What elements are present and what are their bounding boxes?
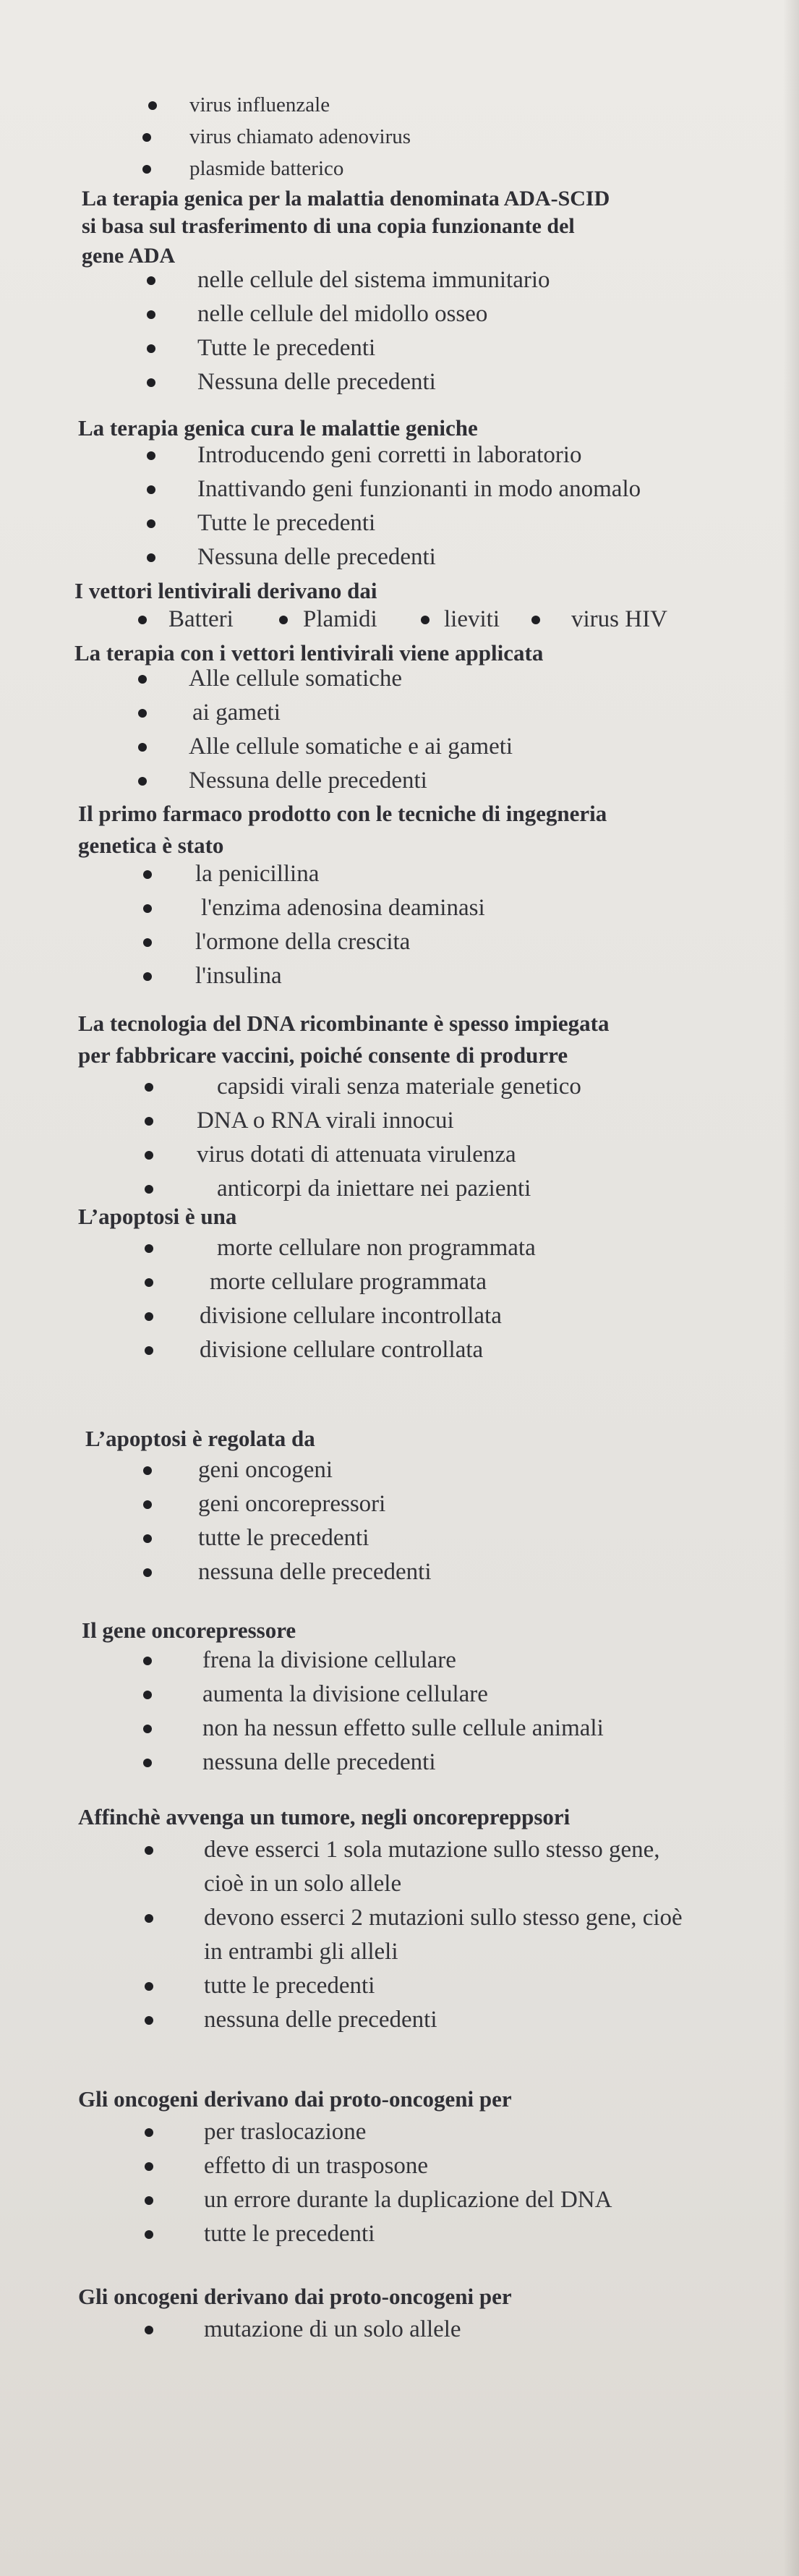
question-text: si basa sul trasferimento di una copia funzionante del (82, 214, 575, 238)
question-text: L’apoptosi è regolata da (85, 1426, 315, 1451)
bullet-icon (143, 904, 152, 913)
question-text: La terapia genica per la malattia denominata ADA-SCID (82, 187, 610, 211)
list-item: Nessuna delle precedenti (147, 365, 761, 399)
options-list (145, 1231, 759, 1367)
list-item: non ha nessun effetto sulle cellule animali (143, 1712, 779, 1746)
question-text: Affinchè avvenga un tumore, negli oncorepreppsori (78, 1804, 571, 1829)
list-item: un errore durante la duplicazione del DNA (145, 2183, 795, 2217)
question-3 (74, 577, 761, 637)
list-item: geni oncogeni (143, 1453, 758, 1487)
bullet-icon (147, 276, 155, 285)
bullet-icon (143, 1500, 152, 1509)
list-item: plasmide batterico (148, 152, 727, 186)
bullet-icon (143, 1759, 152, 1767)
bullet-icon (147, 553, 155, 562)
bullet-icon (148, 101, 157, 110)
question-6 (78, 1008, 787, 1206)
option-label: lieviti (444, 606, 500, 632)
bullet-icon (145, 2016, 153, 2025)
list-item: morte cellulare non programmata (145, 1231, 759, 1265)
question-text: La terapia genica cura le malattie geniche (78, 415, 478, 441)
bullet-icon (145, 1312, 153, 1321)
options-list (145, 2115, 795, 2251)
bullet-icon (143, 1725, 152, 1733)
question-5 (78, 798, 779, 993)
bullet-icon (147, 378, 155, 387)
options-list (145, 2313, 795, 2347)
bullet-icon (145, 2326, 153, 2334)
list-item: geni oncorepressori (143, 1487, 758, 1521)
question-1 (82, 185, 769, 399)
question-11 (78, 2083, 765, 2251)
question-text: La terapia con i vettori lentivirali viene applicata (74, 640, 544, 666)
bullet-icon (138, 709, 147, 718)
bullet-icon (145, 1244, 153, 1253)
question-text: L’apoptosi è una (78, 1204, 237, 1229)
bullet-icon (143, 1568, 152, 1577)
question-text: Il primo farmaco prodotto con le tecniche di ingegneria (78, 801, 607, 826)
options-list (145, 1070, 759, 1206)
bullet-icon (143, 1466, 152, 1475)
list-item: morte cellulare programmata (145, 1265, 759, 1299)
list-item: Tutte le precedenti (147, 506, 761, 540)
question-text: Il gene oncorepressore (82, 1618, 296, 1643)
list-item: tutte le precedenti (145, 2217, 795, 2251)
bullet-icon (138, 616, 147, 624)
list-item: ai gameti (138, 696, 753, 730)
question-8 (85, 1423, 772, 1589)
list-item: DNA o RNA virali innocui (145, 1104, 759, 1138)
list-item: tutte le precedenti (145, 1969, 799, 2003)
list-item: Introducendo geni corretti in laboratorio (147, 438, 761, 472)
options-list (143, 1453, 758, 1589)
bullet-icon (145, 1982, 153, 1991)
list-item: nessuna delle precedenti (143, 1746, 779, 1780)
question-9 (82, 1615, 769, 1780)
bullet-icon (145, 2128, 153, 2137)
list-item: nessuna delle precedenti (145, 2003, 799, 2037)
list-item: Nessuna delle precedenti (147, 540, 761, 574)
bullet-icon (143, 1534, 152, 1543)
list-item: mutazione di un solo allele (145, 2313, 795, 2347)
list-item: l'insulina (143, 959, 758, 993)
list-item: Alle cellule somatiche e ai gameti (138, 730, 753, 764)
bullet-icon (142, 165, 151, 174)
list-item: devono esserci 2 mutazioni sullo stesso gene, cioè in entrambi gli alleli (145, 1901, 799, 1969)
option-label: Plamidi (303, 606, 377, 632)
top-options (148, 88, 727, 186)
bullet-icon (147, 310, 155, 319)
bullet-icon (138, 743, 147, 752)
options-list (147, 263, 761, 399)
list-item: virus chiamato adenovirus (148, 120, 727, 154)
option-label: Batteri (168, 606, 234, 632)
question-7 (78, 1201, 765, 1367)
bullet-icon (145, 1151, 153, 1160)
question-10 (78, 1801, 799, 2037)
question-text: gene ADA (82, 244, 176, 268)
bullet-icon (145, 1278, 153, 1287)
bullet-icon (147, 451, 155, 460)
list-item: nelle cellule del midollo osseo (147, 297, 761, 331)
options-list (138, 662, 753, 798)
question-text: La tecnologia del DNA ricombinante è spesso impiegata (78, 1011, 610, 1036)
question-text: I vettori lentivirali derivano dai (74, 578, 377, 603)
list-item: per traslocazione (145, 2115, 795, 2149)
options-list (147, 438, 761, 574)
list-item: divisione cellulare controllata (145, 1333, 759, 1367)
option-label: virus HIV (571, 606, 667, 632)
question-text: Gli oncogeni derivano dai proto-oncogeni per (78, 2284, 512, 2309)
bullet-icon (145, 1346, 153, 1355)
bullet-icon (145, 1846, 153, 1855)
bullet-icon (143, 938, 152, 947)
bullet-icon (145, 2162, 153, 2171)
list-item: effetto di un trasposone (145, 2149, 795, 2183)
bullet-icon (143, 972, 152, 981)
bullet-icon (145, 2230, 153, 2239)
bullet-icon (143, 1691, 152, 1699)
list-item: nelle cellule del sistema immunitario (147, 263, 761, 297)
options-list (145, 1833, 799, 2037)
options-list (143, 1644, 779, 1780)
list-item: divisione cellulare incontrollata (145, 1299, 759, 1333)
question-4 (74, 639, 761, 798)
bullet-icon (138, 675, 147, 684)
inline-options (74, 603, 761, 637)
list-item: nessuna delle precedenti (143, 1555, 758, 1589)
list-item: Alle cellule somatiche (138, 662, 753, 696)
question-12 (78, 2281, 765, 2347)
bullet-icon (145, 1185, 153, 1194)
list-item: frena la divisione cellulare (143, 1644, 779, 1678)
options-list (143, 857, 758, 993)
list-item: l'enzima adenosina deaminasi (143, 891, 758, 925)
bullet-icon (145, 1117, 153, 1126)
list-item: virus influenzale (148, 88, 727, 122)
list-item: capsidi virali senza materiale genetico (145, 1070, 759, 1104)
bullet-icon (143, 1657, 152, 1665)
bullet-icon (147, 344, 155, 353)
list-item: l'ormone della crescita (143, 925, 758, 959)
list-item: Inattivando geni funzionanti in modo anomalo (147, 472, 761, 506)
bullet-icon (147, 519, 155, 528)
list-item: tutte le precedenti (143, 1521, 758, 1555)
bullet-icon (147, 485, 155, 494)
question-2 (78, 414, 765, 574)
list-item: Tutte le precedenti (147, 331, 761, 365)
list-item: deve esserci 1 sola mutazione sullo stesso gene, cioè in un solo allele (145, 1833, 799, 1901)
list-item: aumenta la divisione cellulare (143, 1678, 779, 1712)
bullet-icon (145, 1083, 153, 1092)
list-item: la penicillina (143, 857, 758, 891)
list-item: anticorpi da iniettare nei pazienti (145, 1172, 759, 1206)
bullet-icon (143, 870, 152, 879)
bullet-icon (138, 777, 147, 786)
bullet-icon (142, 133, 151, 142)
question-text: genetica è stato (78, 833, 224, 858)
list-item: virus dotati di attenuata virulenza (145, 1138, 759, 1172)
bullet-icon (279, 616, 288, 624)
list-item: Nessuna delle precedenti (138, 764, 753, 798)
bullet-icon (145, 2196, 153, 2205)
question-text: Gli oncogeni derivano dai proto-oncogeni per (78, 2086, 512, 2112)
question-text: per fabbricare vaccini, poiché consente di produrre (78, 1042, 568, 1068)
bullet-icon (145, 1914, 153, 1923)
bullet-icon (421, 616, 430, 624)
bullet-icon (531, 616, 540, 624)
